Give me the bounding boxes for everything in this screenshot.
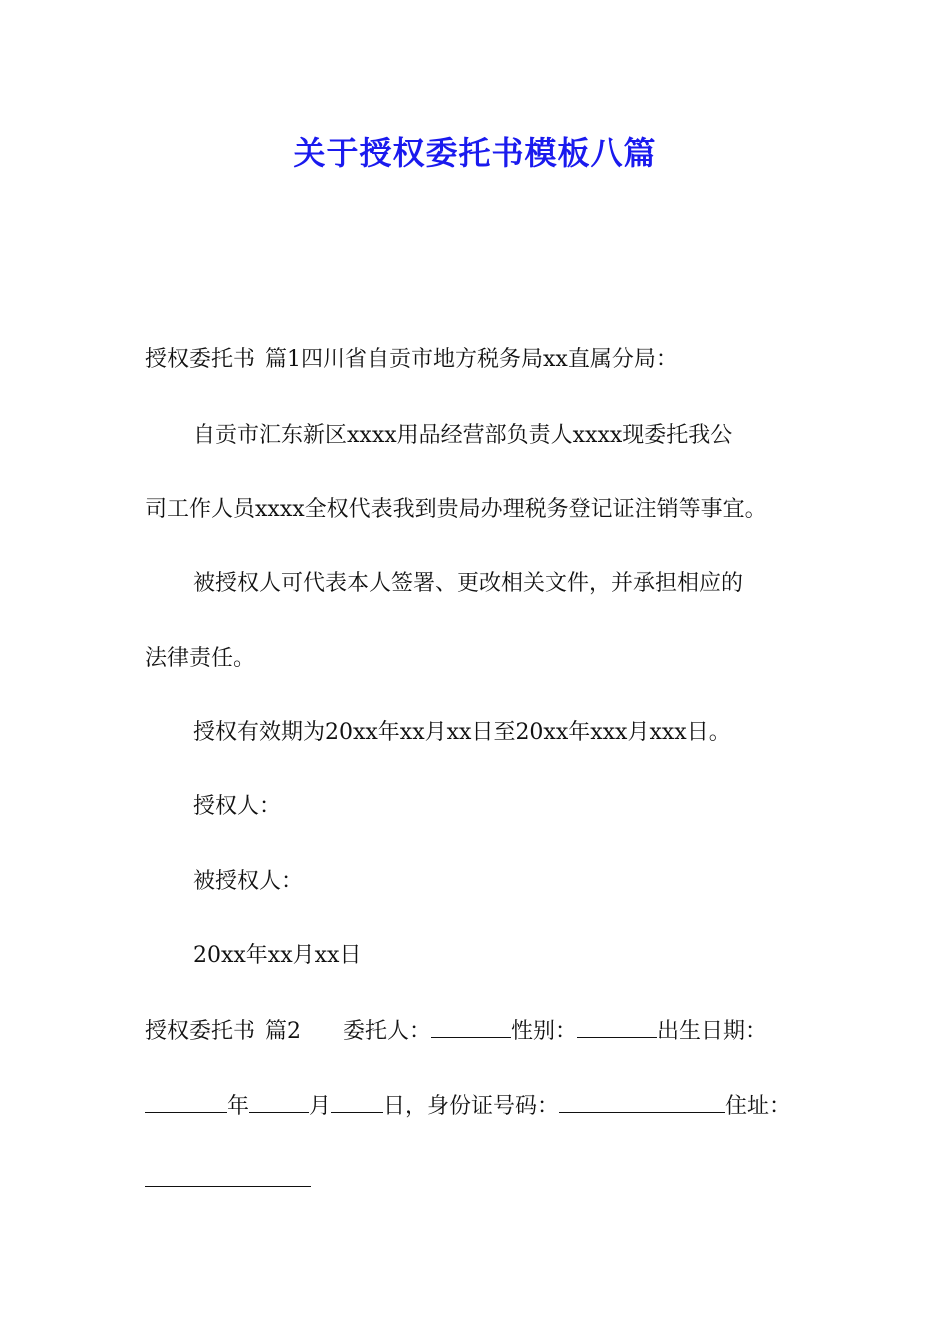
- principal-blank: [431, 1015, 511, 1038]
- birth-label: 出生日期：: [657, 1019, 768, 1044]
- section1-heading: [145, 345, 678, 375]
- address-blank: [145, 1164, 311, 1187]
- address-label: 住址：: [725, 1094, 792, 1119]
- section2-birth-line: [145, 1090, 791, 1122]
- section1-date: 20xx年xx月xx日: [193, 943, 362, 968]
- section2-address-line: [145, 1164, 311, 1196]
- gender-label: 性别：: [511, 1019, 578, 1044]
- section1-para2-line2: 法律责任。: [145, 646, 256, 671]
- section1-grantor-label: 授权人：: [193, 794, 282, 819]
- section2-heading-prefix: 授权委托书: [145, 1019, 256, 1044]
- day-id-label: 日，身份证号码：: [383, 1094, 560, 1119]
- section1-validity: 授权有效期为20xx年xx月xx日至20xx年xxx月xxx日。: [193, 720, 731, 745]
- birth-day-blank: [331, 1090, 383, 1113]
- section1-heading-number: 篇1: [265, 347, 302, 372]
- birth-year-blank: [145, 1090, 227, 1113]
- section1-heading-text: 四川省自贡市地方税务局xx直属分局：: [301, 347, 678, 372]
- gender-blank: [577, 1015, 657, 1038]
- section2-heading: [145, 1015, 767, 1047]
- section1-grantee-label: 被授权人：: [193, 869, 304, 894]
- birth-month-blank: [249, 1090, 309, 1113]
- section1-heading-prefix: 授权委托书: [145, 347, 256, 372]
- year-label: 年: [227, 1094, 250, 1119]
- principal-label: 委托人：: [343, 1019, 432, 1044]
- section1-para2-line1: 被授权人可代表本人签署、更改相关文件，并承担相应的: [193, 571, 744, 596]
- document-title: 关于授权委托书模板八篇: [293, 134, 657, 172]
- section2-heading-number: 篇2: [265, 1019, 302, 1044]
- month-label: 月: [309, 1094, 332, 1119]
- section1-para1-line1: 自贡市汇东新区xxxx用品经营部负责人xxxx现委托我公: [193, 423, 733, 448]
- section1-para1-line2: 司工作人员xxxx全权代表我到贵局办理税务登记证注销等事宜。: [145, 497, 767, 522]
- id-number-blank: [559, 1090, 725, 1113]
